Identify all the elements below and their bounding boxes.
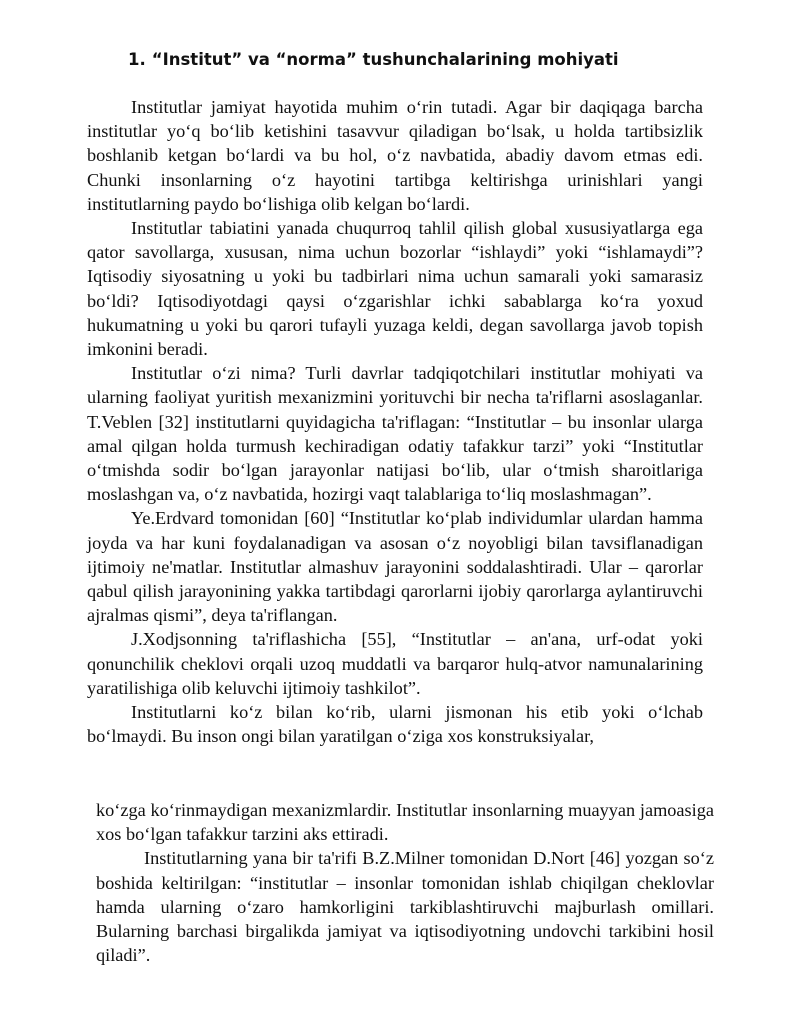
paragraph: ko‘zga ko‘rinmaydigan mexanizmlardir. Institutlar insonlarning muayyan jamoasiga xos bo‘lgan tafakkur tarzini aks ettiradi.	[96, 800, 714, 845]
section-number: 1.	[128, 50, 146, 69]
section-heading	[128, 48, 728, 72]
paragraph: Institutlar tabiatini yanada chuqurroq tahlil qilish global xususiyatlarga ega qator savollarga, xususan, nima uchun bozorlar “ishlaydi” yoki “ishlamaydi”? Iqtisodiy siyosatning u yoki bu tadbirlari nima uchun samarali yoki samarasiz bo‘ldi? Iqtisodiyotdagi qaysi o‘zgarishlar ichki sabablarga ko‘ra yoxud hukumatning u yoki bu qarori tufayli yuzaga keldi, degan savollarga javob topish imkonini beradi.	[87, 218, 703, 360]
paragraph: Ye.Erdvard tomonidan [60] “Institutlar ko‘plab individumlar ulardan hamma joyda va har kuni foydalanadigan va asosan o‘z noyobligi bilan tavsiflanadigan ijtimoiy ne'matlar. Institutlar almashuv jarayonini soddalashtiradi. Ular – qarorlar qabul qilish jarayonining yakka tartibdagi qarorlarni ijobiy qarorlarga aylantiruvchi ajralmas qismi”, deya ta'riflangan.	[87, 508, 703, 626]
paragraph: Institutlar o‘zi nima? Turli davrlar tadqiqotchilari institutlar mohiyati va ularning faoliyat yuritish mexanizmini yorituvchi bir necha ta'riflarni asoslaganlar. T.Veblen [32] institutlarni quyidagicha ta'riflagan: “Institutlar – bu insonlar ularga amal qilgan holda turmush kechiradigan odatiy tafakkur tarzi” yoki “Institutlar o‘tmishda sodir bo‘lgan jarayonlar natijasi bo‘lib, ular o‘tmish sharoitlariga moslashgan va, o‘z navbatida, hozirgi vaqt talablariga to‘liq moslashmagan”.	[87, 363, 703, 505]
body-text-continued	[96, 798, 714, 967]
paragraph: Institutlar jamiyat hayotida muhim o‘rin tutadi. Agar bir daqiqaga barcha institutlar yo‘q bo‘lib ketishini tasavvur qiladigan bo‘lsak, u holda tartibsizlik boshlanib ketgan bo‘lardi va bu hol, o‘z navbatida, abadiy davom etmas edi. Chunki insonlarning o‘z hayotini tartibga keltirishga urinishlari yangi institutlarning paydo bo‘lishiga olib kelgan bo‘lardi.	[87, 97, 703, 214]
paragraph: J.Xodjsonning ta'riflashicha [55], “Institutlar – an'ana, urf-odat yoki qonunchilik cheklovi orqali uzoq muddatli va barqaror hulq-atvor namunalarining yaratilishiga olib keluvchi ijtimoiy tashkilot”.	[87, 629, 703, 698]
body-text	[87, 95, 703, 748]
paragraph: Institutlarni ko‘z bilan ko‘rib, ularni jismonan his etib yoki o‘lchab bo‘lmaydi. Bu inson ongi bilan yaratilgan o‘ziga xos konstruksiyalar,	[87, 702, 703, 747]
paragraph: Institutlarning yana bir ta'rifi B.Z.Milner tomonidan D.Nort [46] yozgan so‘z boshida keltirilgan: “institutlar – insonlar tomonidan ishlab chiqilgan cheklovlar hamda ularning o‘zaro hamkorligini tarkiblashtiruvchi majburlash omillari. Bularning barchasi birgalikda jamiyat va iqtisodiyotning undovchi tarkibini hosil qiladi”.	[96, 848, 714, 966]
section-title: “Institut” va “norma” tushunchalarining mohiyati	[151, 50, 619, 69]
